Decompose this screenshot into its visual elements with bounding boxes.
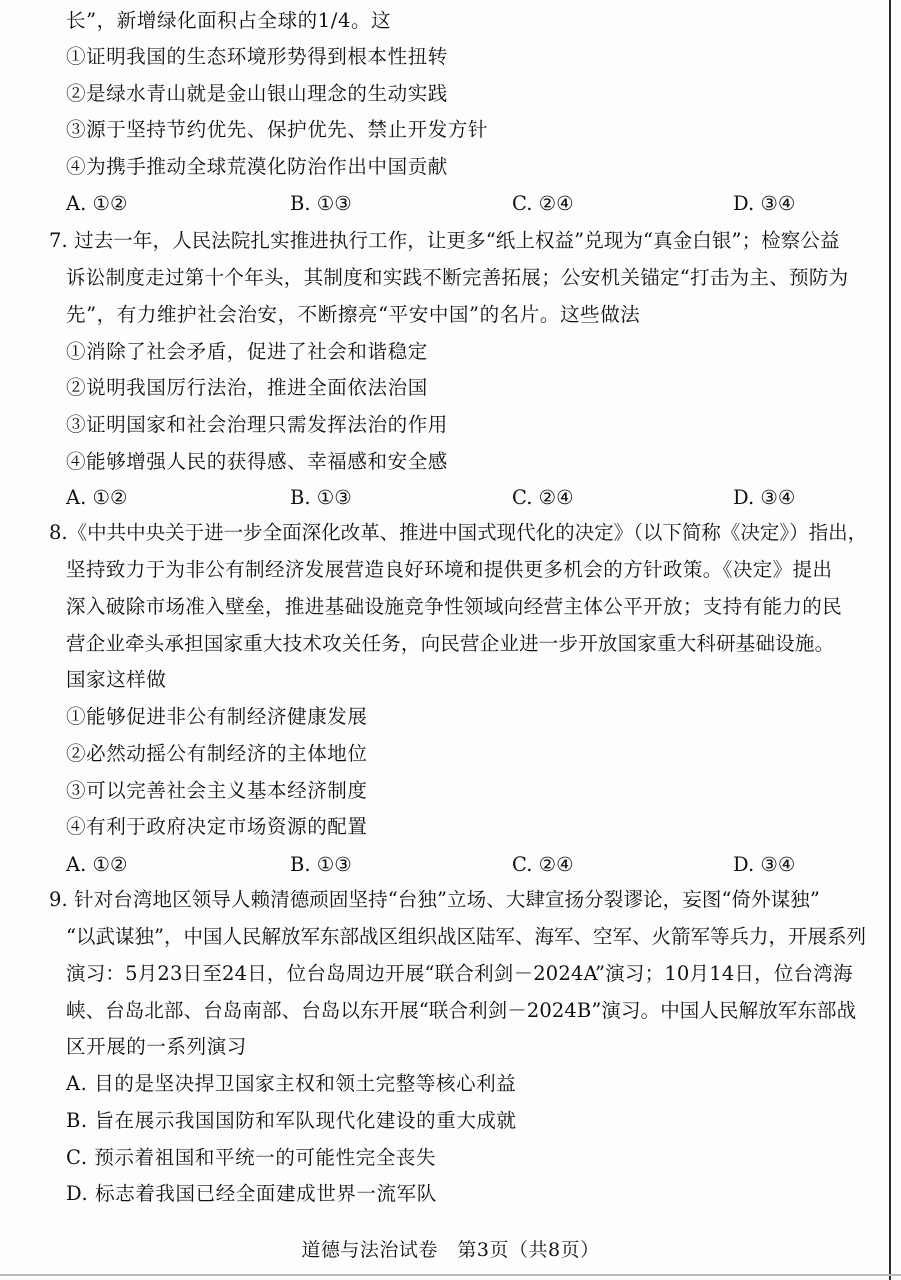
q8-option-a[interactable]: A. ①② [66, 853, 128, 876]
q9-option-b[interactable]: B. 旨在展示我国国防和军队现代化建设的重大成就 [66, 1109, 517, 1132]
page-edge-bottom [0, 1274, 901, 1276]
q8-option-c[interactable]: C. ②④ [512, 853, 574, 876]
q9-option-d[interactable]: D. 标志着我国已经全面建成世界一流军队 [66, 1182, 437, 1205]
q7-option-b[interactable]: B. ①③ [290, 486, 352, 509]
q9-stem-line-3: 演习：5月23日至24日，位台岛周边开展“联合利剑－2024A”演习；10月14日，位台湾海 [66, 962, 853, 985]
q8-stem-line-3: 深入破除市场准入壁垒，推进基础设施竞争性领域向经营主体公平开放；支持有能力的民 [66, 595, 843, 618]
q8-item-2: ②必然动摇公有制经济的主体地位 [66, 742, 368, 765]
q7-item-2: ②说明我国厉行法治，推进全面依法治国 [66, 376, 428, 399]
q9-option-c[interactable]: C. 预示着祖国和平统一的可能性完全丧失 [66, 1146, 437, 1169]
q8-item-1: ①能够促进非公有制经济健康发展 [66, 705, 368, 728]
q6-option-b[interactable]: B. ①③ [290, 192, 352, 215]
q7-stem-line-1: 7. 过去一年，人民法院扎实推进执行工作，让更多“纸上权益”兑现为“真金白银”；检察公益 [49, 229, 840, 252]
q8-option-d[interactable]: D. ③④ [733, 853, 796, 876]
q7-stem-line-2: 诉讼制度走过第十个年头，其制度和实践不断完善拓展；公安机关锚定“打击为主、预防为 [66, 266, 849, 289]
q8-option-b[interactable]: B. ①③ [290, 853, 352, 876]
q6-item-2: ②是绿水青山就是金山银山理念的生动实践 [66, 82, 448, 105]
q9-stem-line-5: 区开展的一系列演习 [66, 1035, 247, 1058]
q6-stem-tail: 长”，新增绿化面积占全球的1/4。这 [66, 9, 392, 32]
q8-item-3: ③可以完善社会主义基本经济制度 [66, 779, 368, 802]
q8-stem-line-5: 国家这样做 [66, 668, 167, 691]
q7-option-d[interactable]: D. ③④ [733, 486, 796, 509]
q7-item-3: ③证明国家和社会治理只需发挥法治的作用 [66, 413, 448, 436]
q9-stem-line-1: 9. 针对台湾地区领导人赖清德顽固坚持“台独”立场、大肆宣扬分裂谬论，妄图“倚外谋独” [49, 888, 820, 911]
page-footer: 道德与法治试卷 第3页（共8页） [301, 1239, 600, 1261]
q9-option-a[interactable]: A. 目的是坚决捍卫国家主权和领土完整等核心利益 [66, 1072, 517, 1095]
q7-item-1: ①消除了社会矛盾，促进了社会和谐稳定 [66, 340, 428, 363]
q6-option-d[interactable]: D. ③④ [733, 192, 796, 215]
q6-option-a[interactable]: A. ①② [66, 192, 128, 215]
q7-item-4: ④能够增强人民的获得感、幸福感和安全感 [66, 450, 448, 473]
q7-stem-line-3: 先”，有力维护社会治安，不断擦亮“平安中国”的名片。这些做法 [66, 303, 641, 326]
q8-stem-line-1: 8.《中共中央关于进一步全面深化改革、推进中国式现代化的决定》（以下简称《决定》）指出， [49, 521, 868, 544]
q7-option-c[interactable]: C. ②④ [512, 486, 574, 509]
page-edge-right [889, 0, 891, 1280]
q6-item-3: ③源于坚持节约优先、保护优先、禁止开发方针 [66, 118, 489, 141]
q9-stem-line-2: “以武谋独”，中国人民解放军东部战区组织战区陆军、海军、空军、火箭军等兵力，开展系列 [66, 925, 866, 948]
q9-stem-line-4: 峡、台岛北部、台岛南部、台岛以东开展“联合利剑－2024B”演习。中国人民解放军东部战 [66, 999, 857, 1022]
q8-stem-line-4: 营企业牵头承担国家重大技术攻关任务，向民营企业进一步开放国家重大科研基础设施。 [66, 632, 835, 655]
q8-stem-line-2: 坚持致力于为非公有制经济发展营造良好环境和提供更多机会的方针政策。《决定》提出 [66, 558, 833, 581]
q6-item-1: ①证明我国的生态环境形势得到根本性扭转 [66, 45, 448, 68]
q6-option-c[interactable]: C. ②④ [512, 192, 574, 215]
q6-item-4: ④为携手推动全球荒漠化防治作出中国贡献 [66, 155, 448, 178]
q8-item-4: ④有利于政府决定市场资源的配置 [66, 815, 368, 838]
q7-option-a[interactable]: A. ①② [66, 486, 128, 509]
